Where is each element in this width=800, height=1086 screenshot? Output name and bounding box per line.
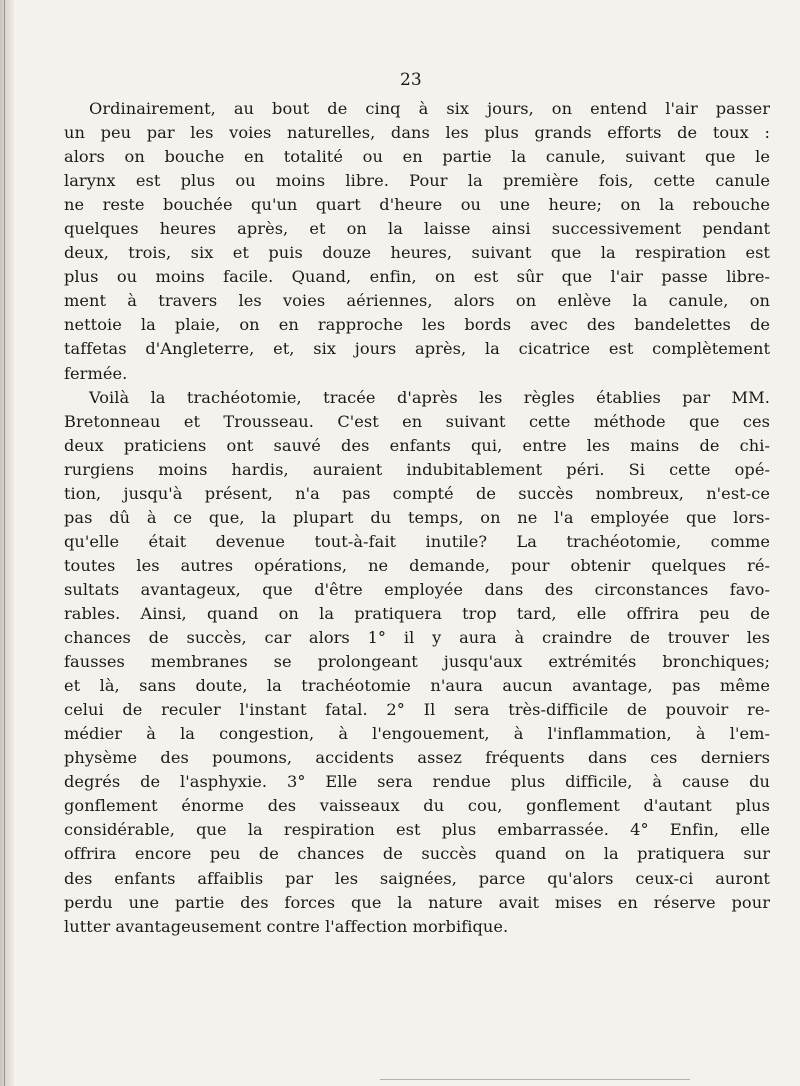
text-line: nettoie la plaie, on en rapproche les bords avec des bandelettes de — [64, 315, 770, 335]
paragraph-1 — [64, 97, 770, 386]
text-line: celui de reculer l'instant fatal. 2° Il sera très-difficile de pouvoir re- — [64, 700, 770, 720]
text-line: sultats avantageux, que d'être employée dans des circonstances favo- — [64, 579, 770, 599]
text-line: lutter avantageusement contre l'affection morbifique. — [64, 916, 509, 936]
page-edge-line — [4, 0, 5, 1086]
page-number: 23 — [400, 70, 422, 90]
text-line: et là, sans doute, la trachéotomie n'aura aucun avantage, pas même — [64, 676, 770, 696]
text-line: fermée. — [64, 363, 128, 383]
text-line: rurgiens moins hardis, auraient indubitablement péri. Si cette opé- — [64, 459, 770, 479]
text-line: deux, trois, six et puis douze heures, suivant que la respiration est — [64, 243, 770, 263]
text-line: physème des poumons, accidents assez fréquents dans ces derniers — [64, 748, 770, 768]
text-line: des enfants affaiblis par les saignées, parce qu'alors ceux-ci auront — [64, 868, 770, 888]
text-line: considérable, que la respiration est plus embarrassée. 4° Enfin, elle — [64, 820, 770, 840]
paragraph-2 — [64, 386, 770, 939]
text-line: Voilà la trachéotomie, tracée d'après les règles établies par MM. — [89, 387, 770, 407]
text-line: larynx est plus ou moins libre. Pour la première fois, cette canule — [64, 171, 770, 191]
text-line: fausses membranes se prolongeant jusqu'aux extrémités bronchiques; — [64, 652, 770, 672]
text-line: alors on bouche en totalité ou en partie la canule, suivant que le — [64, 147, 770, 167]
text-line: Ordinairement, au bout de cinq à six jours, on entend l'air passer — [89, 99, 770, 118]
text-line: quelques heures après, et on la laisse ainsi successivement pendant — [64, 219, 770, 239]
text-line: médier à la congestion, à l'engouement, à l'inflammation, à l'em- — [64, 724, 770, 744]
page-binding-edge — [0, 0, 14, 1086]
text-line: un peu par les voies naturelles, dans les plus grands efforts de toux : — [64, 123, 770, 143]
text-line: ne reste bouchée qu'un quart d'heure ou une heure; on la rebouche — [64, 195, 770, 215]
body-text — [64, 97, 770, 939]
bottom-rule — [380, 1079, 690, 1080]
text-line: Bretonneau et Trousseau. C'est en suivant cette méthode que ces — [64, 411, 770, 431]
text-line: toutes les autres opérations, ne demande, pour obtenir quelques ré- — [64, 555, 770, 575]
text-line: qu'elle était devenue tout-à-fait inutile? La trachéotomie, comme — [64, 531, 770, 551]
text-line: pas dû à ce que, la plupart du temps, on ne l'a employée que lors- — [64, 507, 770, 527]
text-line: rables. Ainsi, quand on la pratiquera trop tard, elle offrira peu de — [64, 603, 770, 623]
text-line: taffetas d'Angleterre, et, six jours après, la cicatrice est complètement — [64, 339, 770, 359]
text-line: chances de succès, car alors 1° il y aura à craindre de trouver les — [64, 628, 770, 648]
text-line: degrés de l'asphyxie. 3° Elle sera rendue plus difficile, à cause du — [64, 772, 770, 792]
text-line: plus ou moins facile. Quand, enfin, on est sûr que l'air passe libre- — [64, 267, 770, 287]
text-line: tion, jusqu'à présent, n'a pas compté de succès nombreux, n'est-ce — [64, 483, 770, 503]
text-line: ment à travers les voies aériennes, alors on enlève la canule, on — [64, 291, 770, 311]
text-line: offrira encore peu de chances de succès quand on la pratiquera sur — [64, 844, 770, 864]
text-line: perdu une partie des forces que la nature avait mises en réserve pour — [64, 892, 770, 912]
text-line: gonflement énorme des vaisseaux du cou, gonflement d'autant plus — [64, 796, 770, 816]
text-line: deux praticiens ont sauvé des enfants qui, entre les mains de chi- — [64, 435, 770, 455]
